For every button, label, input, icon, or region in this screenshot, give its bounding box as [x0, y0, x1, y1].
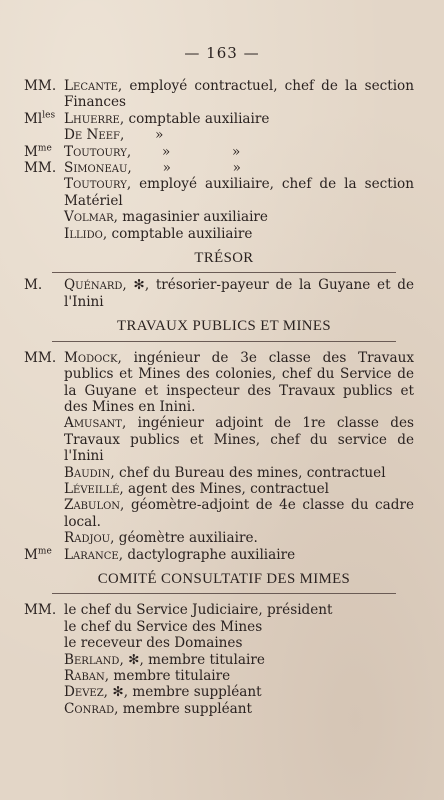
person-name: Lecante [64, 78, 118, 94]
list-item [24, 652, 414, 668]
list-item [24, 78, 414, 111]
person-name: Larance [64, 546, 119, 563]
list-item [24, 465, 414, 481]
person-name: Zabulon [64, 497, 121, 514]
list-item [24, 160, 414, 176]
entry-text: , ✻, membre suppléant [103, 684, 262, 701]
person-name: Berland [64, 651, 120, 668]
entry-text: , ✻, trésorier-payeur de la Guyane et de l'Inini [64, 277, 414, 310]
list-item [24, 602, 414, 618]
list-item [24, 530, 414, 546]
entry-text: , chef du Bureau des mines, contractuel [110, 464, 386, 481]
list-item [24, 635, 414, 651]
entry-text: le chef du Service des Mines [64, 618, 263, 635]
ditto-mark: » [162, 160, 171, 177]
title-prefix: MM. [24, 78, 57, 94]
ditto-mark: » [231, 143, 241, 160]
person-name: Simoneau [64, 160, 128, 177]
list-item [24, 684, 414, 700]
entry-body [64, 701, 414, 717]
list-item [24, 415, 414, 464]
spacer [24, 342, 414, 350]
spacer [24, 594, 414, 602]
entry-text: , membre titulaire [104, 668, 231, 684]
list-item [24, 176, 414, 209]
entry-body [64, 619, 414, 635]
page-content [24, 78, 414, 717]
list-item [24, 619, 414, 635]
entry-text: le chef du Service Judiciaire, président [64, 602, 333, 619]
entry-body [64, 176, 414, 209]
title-prefix: $M^{me}$ [24, 546, 52, 563]
entry-body [64, 78, 414, 111]
list-item [24, 350, 414, 416]
person-name: De Neef [64, 127, 120, 144]
person-name: Conrad [64, 700, 115, 717]
title-prefix: MM. [24, 160, 57, 177]
page-number: — 163 — [184, 44, 260, 62]
section-heading-travaux: TRAVAUX PUBLICS ET MINES [117, 318, 331, 335]
ditto-mark: » [232, 160, 241, 177]
entry-body [64, 547, 414, 563]
list-item [24, 481, 414, 497]
person-name: Quénard [64, 277, 123, 294]
title-prefix: MM. [24, 349, 57, 366]
entry-text: , comptable auxiliaire [102, 225, 253, 242]
list-item [24, 277, 414, 310]
list-item [24, 209, 414, 225]
title-prefix: $M^{me}$ [24, 143, 52, 160]
entry-text: , employé auxiliaire, chef de la section Matériel [64, 176, 414, 209]
list-item [24, 701, 414, 717]
entry-text: , magasinier auxiliaire [113, 209, 268, 226]
entry-body [64, 415, 414, 464]
entry-body [64, 635, 414, 651]
entry-body [64, 652, 414, 668]
entry-body [64, 497, 414, 530]
entry-body [64, 668, 414, 684]
entry-text: , employé contractuel, chef de la section Finances [64, 78, 414, 111]
person-name: Radjou [64, 530, 111, 547]
ditto-mark: » [155, 127, 164, 144]
entry-body [64, 465, 414, 481]
person-name: Baudin [64, 464, 111, 481]
list-item [24, 547, 414, 563]
ditto-mark: » [161, 143, 171, 160]
entry-body [64, 111, 414, 127]
entry-body [64, 684, 414, 700]
list-item [24, 226, 414, 242]
person-name: Raban [64, 668, 105, 684]
entry-body [64, 127, 414, 143]
person-name: Modock [64, 349, 118, 366]
list-item [24, 111, 414, 127]
entry-text: , [126, 143, 132, 160]
entry-text: le receveur des Domaines [64, 635, 243, 652]
entry-body [64, 144, 414, 160]
person-name: Lhuerre [64, 110, 120, 127]
entry-text: , [119, 127, 125, 144]
entry-text: , membre suppléant [114, 700, 253, 717]
title-prefix: M. [24, 277, 43, 294]
entry-text: , [127, 160, 132, 177]
entry-body [64, 350, 414, 416]
entry-body [64, 160, 414, 176]
list-item [24, 668, 414, 684]
entry-body [64, 530, 414, 546]
list-item [24, 144, 414, 160]
entry-text: , agent des Mines, contractuel [119, 480, 329, 497]
person-name: Amusant [64, 415, 122, 432]
entry-text: , comptable auxiliaire [119, 110, 270, 127]
entry-text: , ✻, membre titulaire [119, 651, 265, 668]
entry-body [64, 226, 414, 242]
entry-body [64, 209, 414, 225]
entry-body [64, 602, 414, 618]
list-item [24, 127, 414, 143]
section-heading-comite: COMITÉ CONSULTATIF DES MIMES [97, 570, 351, 587]
entry-text: , géomètre-adjoint de 4e classe du cadre local. [64, 497, 414, 530]
entry-text: , ingénieur adjoint de 1re classe des Travaux publics et Mines, chef du service de l'Inini [64, 415, 414, 465]
person-name: Toutoury [64, 176, 127, 193]
person-name: Devez [64, 684, 104, 701]
person-name: Volmar [64, 209, 114, 226]
person-name: Toutoury [64, 143, 127, 160]
title-prefix: MM. [24, 602, 57, 619]
entry-body [64, 481, 414, 497]
title-prefix: $Ml^{les}$ [24, 110, 56, 127]
entry-text: , dactylographe auxiliaire [118, 546, 296, 563]
entry-body [64, 277, 414, 310]
person-name: Léveillé [64, 480, 120, 497]
entry-text: , géomètre auxiliaire. [110, 530, 258, 547]
entry-text: , ingénieur de 3e classe des Travaux publics et Mines des colonies, chef du Service de la Guyane et inspecteur des Travaux publics et des Mines en Inini. [64, 349, 414, 415]
person-name: Illido [64, 225, 103, 242]
list-item [24, 497, 414, 530]
section-heading-tresor: TRÉSOR [194, 250, 254, 267]
